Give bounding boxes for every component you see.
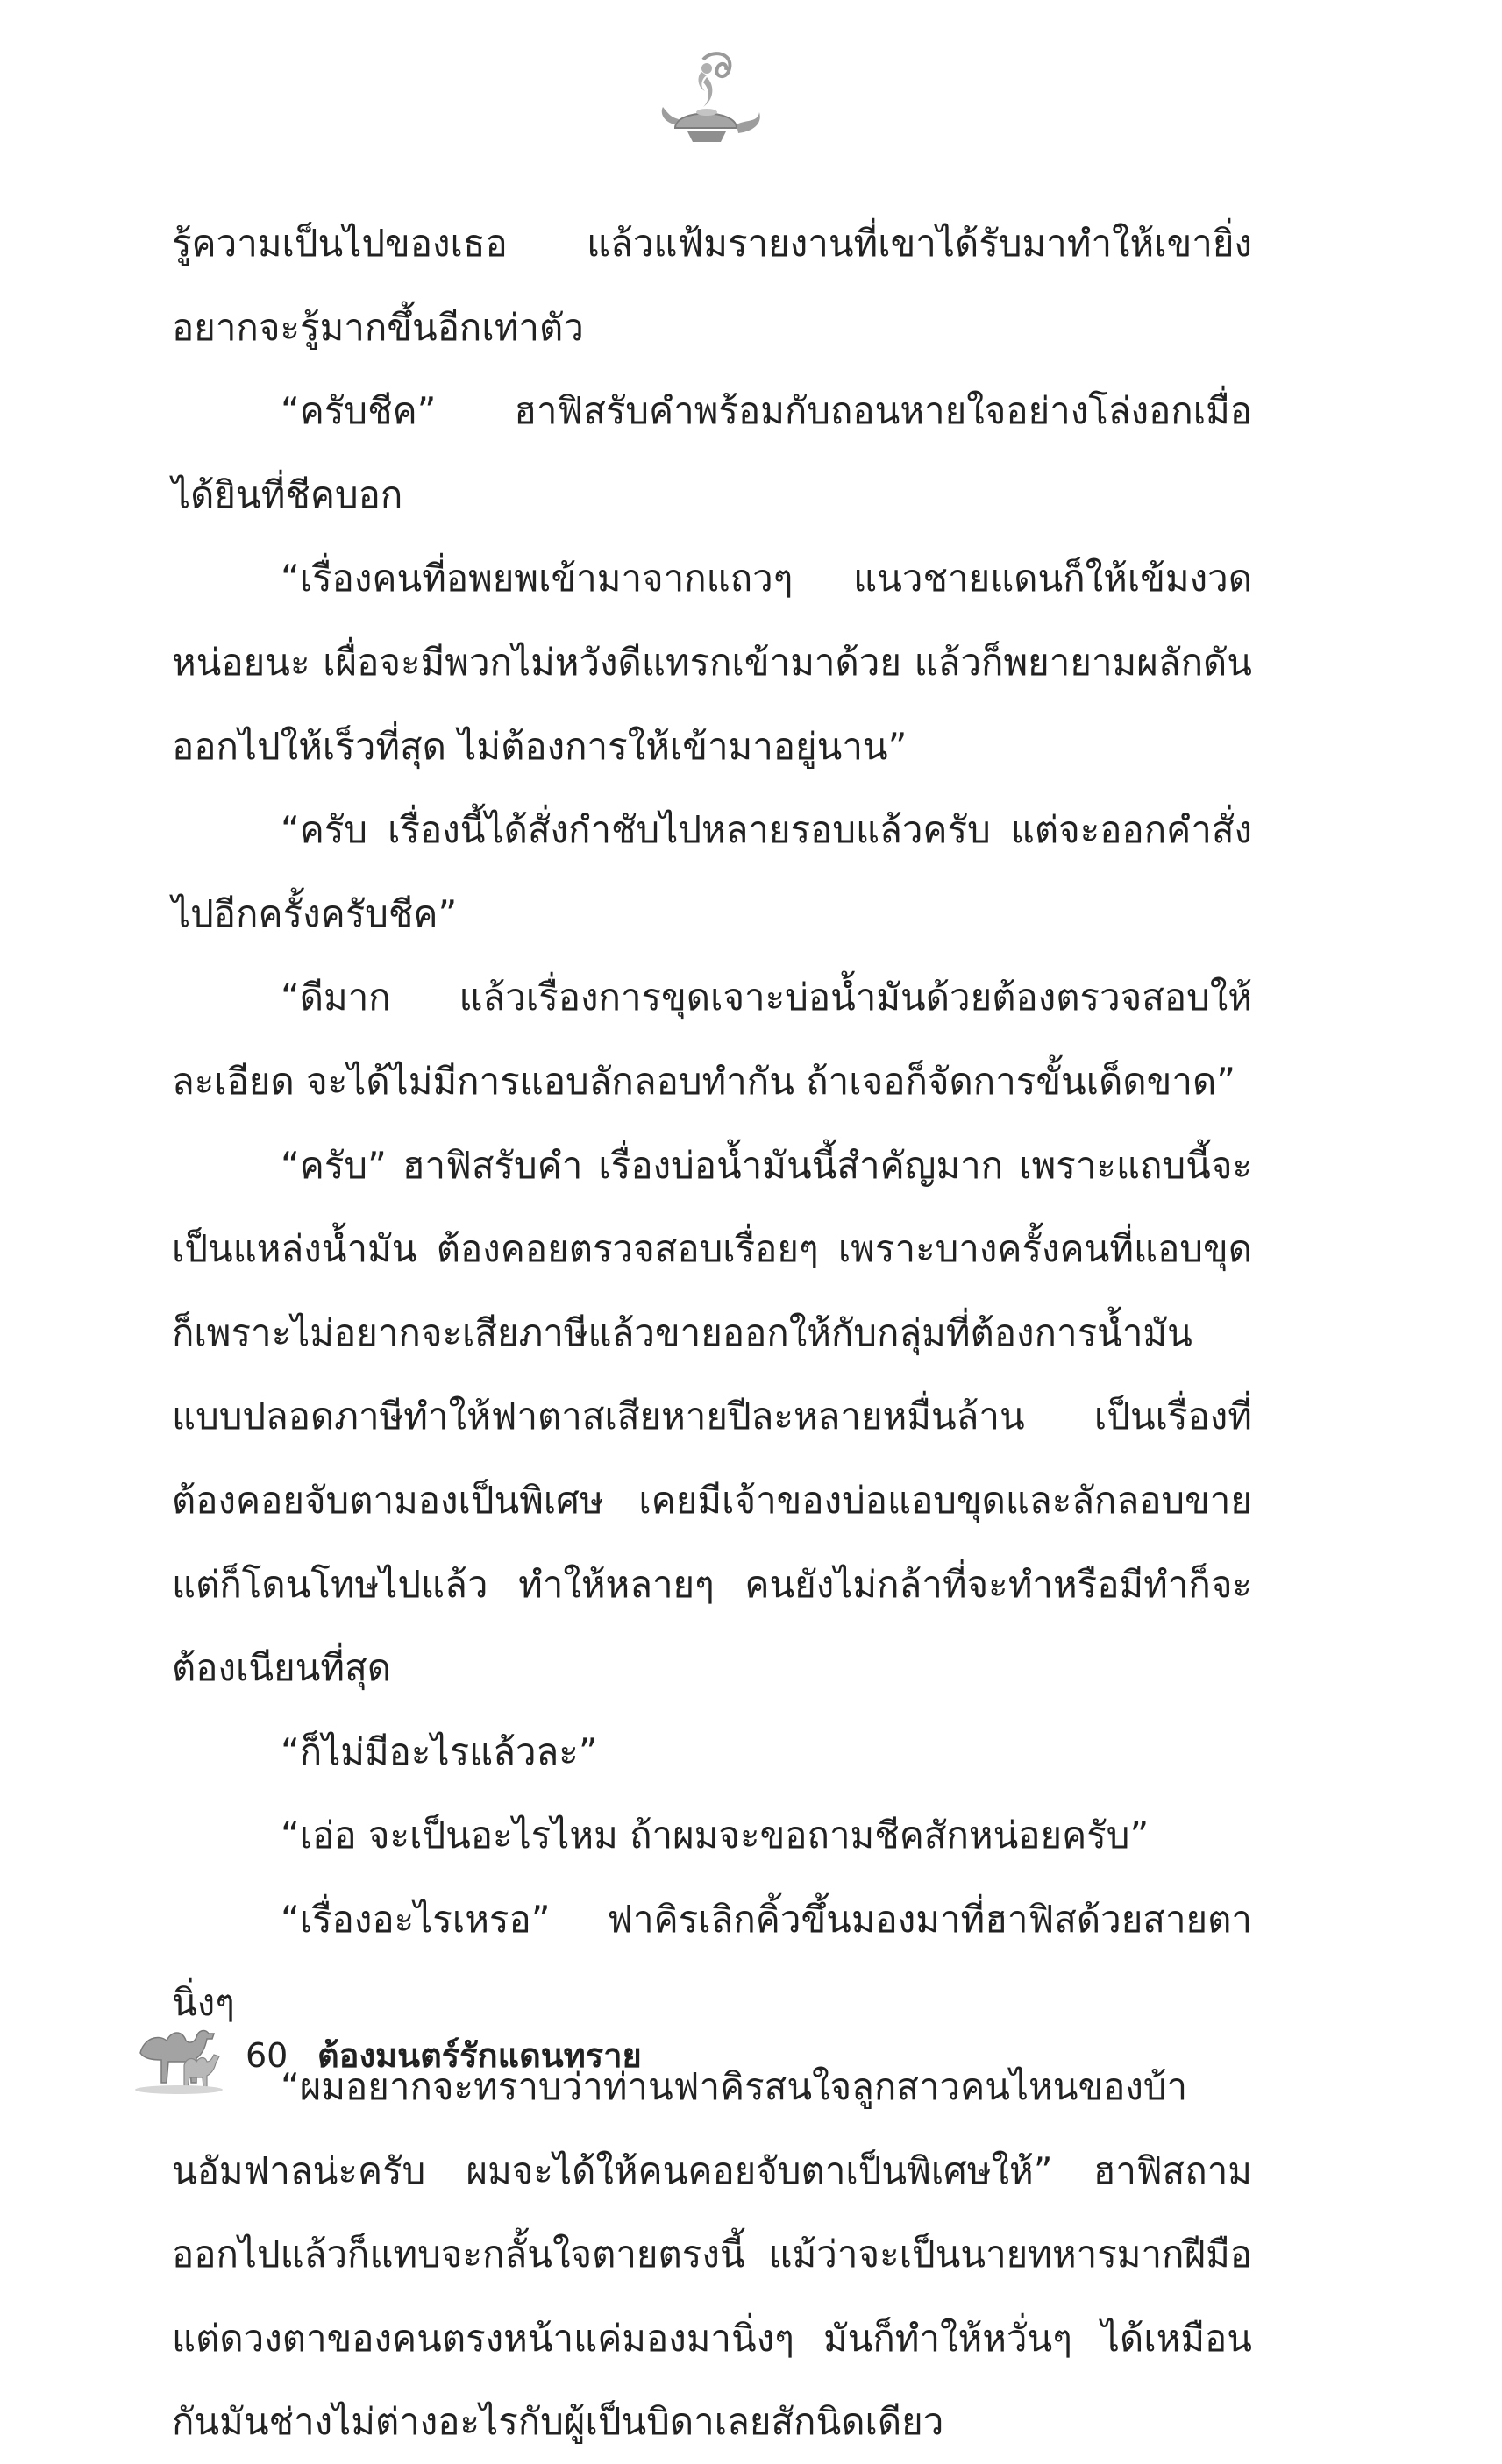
paragraph: “ครับชีค” ฮาฟิสรับคำพร้อมกับถอนหายใจอย่างโล่งอกเมื่อได้ยินที่ชีคบอก <box>172 389 1252 516</box>
paragraph: “ก็ไม่มีอะไรแล้วละ” <box>281 1729 598 1773</box>
book-title: ต้องมนตร์รักแดนทราย <box>317 2036 642 2075</box>
page-footer <box>132 2007 745 2104</box>
camel-icon <box>132 2007 226 2095</box>
paragraph: “ครับ” ฮาฟิสรับคำ เรื่องบ่อน้ำมันนี้สำคัญมาก เพราะแถบนี้จะเป็นแหล่งน้ำมัน ต้องคอยตรวจสอบเรื่อยๆ เพราะบางครั้งคนที่แอบขุดก็เพราะไม่อยากจะเสียภาษีแล้วขายออกให้กับกลุ่มที่ต้องการน้ำมันแบบปลอดภาษีทำให้ฟาตาสเสียหายปีละหลายหมื่นล้าน เป็นเรื่องที่ต้องคอยจับตามองเป็นพิเศษ เคยมีเจ้าของบ่อแอบขุดและลักลอบขาย แต่ก็โดนโทษไปแล้ว ทำให้หลายๆ คนยังไม่กล้าที่จะทำหรือมีทำก็จะต้องเนียนที่สุด <box>172 1143 1252 1690</box>
page-number: 60 <box>246 2036 288 2075</box>
paragraph: “ผมอยากจะทราบว่าท่านฟาคิรสนใจลูกสาวคนไหนของบ้านอัมฟาลน่ะครับ ผมจะได้ให้คนคอยจับตาเป็นพิเศษให้” ฮาฟิสถามออกไปแล้วก็แทบจะกลั้นใจตายตรงนี้ แม้ว่าจะเป็นนายทหารมากฝีมือแต่ดวงตาของคนตรงหน้าแค่มองมานิ่งๆ มันก็ทำให้หวั่นๆ ได้เหมือนกันมันช่างไม่ต่างอะไรกับผู้เป็นบิดาเลยสักนิดเดียว <box>172 2065 1252 2444</box>
paragraph: “ครับ เรื่องนี้ได้สั่งกำชับไปหลายรอบแล้วครับ แต่จะออกคำสั่งไปอีกครั้งครับชีค” <box>172 808 1252 935</box>
paragraph: รู้ความเป็นไปของเธอ แล้วแฟ้มรายงานที่เขาได้รับมาทำให้เขายิ่งอยากจะรู้มากขึ้นอีกเท่าตัว <box>172 222 1252 349</box>
paragraph: “เรื่องคนที่อพยพเข้ามาจากแถวๆ แนวชายแดนก็ให้เข้มงวดหน่อยนะ เผื่อจะมีพวกไม่หวังดีแทรกเข้ามาด้วย แล้วก็พยายามผลักดันออกไปให้เร็วที่สุด ไม่ต้องการให้เข้ามาอยู่นาน” <box>172 557 1252 768</box>
paragraph: “เอ่อ จะเป็นอะไรไหม ถ้าผมจะขอถามชีคสักหน่อยครับ” <box>281 1814 1150 1857</box>
paragraph: “ดีมาก แล้วเรื่องการขุดเจาะบ่อน้ำมันด้วยต้องตรวจสอบให้ละเอียด จะได้ไม่มีการแอบลักลอบทำกัน ถ้าเจอก็จัดการขั้นเด็ดขาด” <box>172 976 1252 1103</box>
paragraph: “เรื่องอะไรเหรอ” ฟาคิรเลิกคิ้วขึ้นมองมาที่ฮาฟิสด้วยสายตานิ่งๆ <box>172 1897 1252 2025</box>
genie-lamp-icon <box>649 51 772 156</box>
